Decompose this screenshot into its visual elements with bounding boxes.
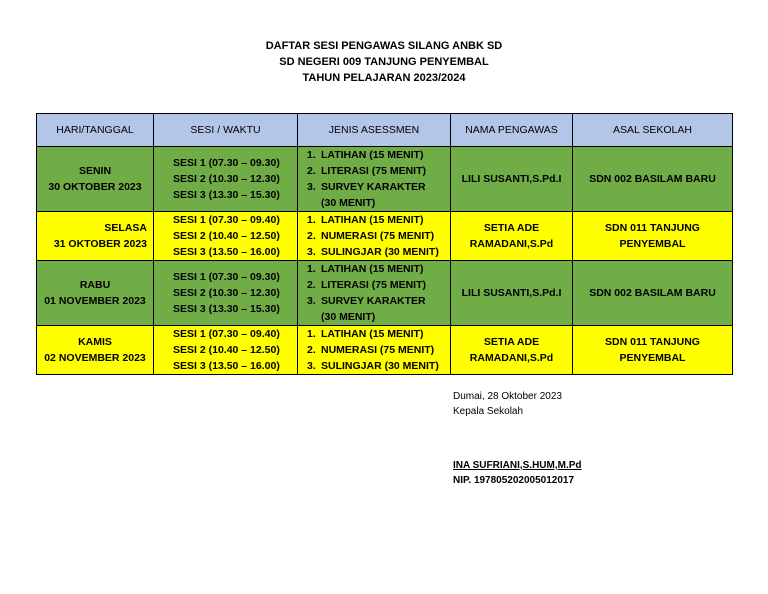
item-number: 2. xyxy=(307,165,316,177)
date-label: 01 NOVEMBER 2023 xyxy=(44,295,146,307)
item-number: 1. xyxy=(307,263,316,275)
supervisor-name: SETIA ADE xyxy=(483,336,540,348)
session-cell xyxy=(154,212,298,261)
signature-block xyxy=(453,389,562,419)
signer-block xyxy=(453,458,582,488)
table-row xyxy=(37,261,733,326)
session-time: SESI 1 (07.30 – 09.40) xyxy=(173,328,280,340)
assessment-item: SULINGJAR (30 MENIT) xyxy=(321,360,439,372)
day-date-cell xyxy=(37,261,154,326)
signer-name: INA SUFRIANI,S.HUM,M.Pd xyxy=(453,460,582,471)
session-time: SESI 3 (13.50 – 16.00) xyxy=(173,246,280,258)
table-header-row xyxy=(37,114,733,147)
day-label: RABU xyxy=(79,279,111,291)
supervisor-cell xyxy=(451,212,573,261)
date-label: 30 OKTOBER 2023 xyxy=(48,181,142,193)
assessment-item: LATIHAN (15 MENIT) xyxy=(321,328,424,340)
table-row xyxy=(37,212,733,261)
supervisor-name: RAMADANI,S.Pd xyxy=(469,352,554,364)
supervisor-cell xyxy=(451,147,573,212)
supervisor-name: LILI SUSANTI,S.Pd.I xyxy=(461,173,562,185)
table-row xyxy=(37,147,733,212)
session-time: SESI 2 (10.40 – 12.50) xyxy=(173,230,280,242)
date-label: 02 NOVEMBER 2023 xyxy=(44,352,146,364)
assessment-cell xyxy=(298,261,451,326)
school-cell xyxy=(573,261,733,326)
assessment-item: NUMERASI (75 MENIT) xyxy=(321,230,435,242)
day-label: SENIN xyxy=(78,165,112,177)
session-time: SESI 1 (07.30 – 09.30) xyxy=(173,157,280,169)
assessment-item: LATIHAN (15 MENIT) xyxy=(321,149,424,161)
assessment-cell xyxy=(298,147,451,212)
session-time: SESI 1 (07.30 – 09.30) xyxy=(173,271,280,283)
school-cell xyxy=(573,326,733,375)
assessment-item: LATIHAN (15 MENIT) xyxy=(321,263,424,275)
column-header: SESI / WAKTU xyxy=(154,114,298,147)
assessment-item: LITERASI (75 MENIT) xyxy=(321,165,427,177)
assessment-item: SURVEY KARAKTER xyxy=(321,295,426,307)
item-number: 3. xyxy=(307,295,316,307)
session-time: SESI 1 (07.30 – 09.40) xyxy=(173,214,280,226)
document-title xyxy=(0,38,768,86)
column-header: HARI/TANGGAL xyxy=(37,114,154,147)
title-line-3: TAHUN PELAJARAN 2023/2024 xyxy=(302,72,466,84)
assessment-item-cont: (30 MENIT) xyxy=(321,197,376,209)
column-header: JENIS ASESSMEN xyxy=(298,114,451,147)
day-date-cell xyxy=(37,147,154,212)
school-cell xyxy=(573,212,733,261)
day-label: SELASA xyxy=(104,222,147,234)
item-number: 2. xyxy=(307,344,316,356)
day-date-cell xyxy=(37,326,154,375)
title-line-1: DAFTAR SESI PENGAWAS SILANG ANBK SD xyxy=(265,40,503,52)
assessment-item-cont: (30 MENIT) xyxy=(321,311,376,323)
item-number: 3. xyxy=(307,181,316,193)
table-row xyxy=(37,326,733,375)
item-number: 2. xyxy=(307,279,316,291)
item-number: 2. xyxy=(307,230,316,242)
school-name: PENYEMBAL xyxy=(619,238,686,250)
column-header: ASAL SEKOLAH xyxy=(573,114,733,147)
assessment-item: SULINGJAR (30 MENIT) xyxy=(321,246,439,258)
item-number: 1. xyxy=(307,328,316,340)
place-date: Dumai, 28 Oktober 2023 xyxy=(453,391,562,402)
school-name: SDN 002 BASILAM BARU xyxy=(589,287,716,299)
session-time: SESI 3 (13.50 – 16.00) xyxy=(173,360,280,372)
title-line-2: SD NEGERI 009 TANJUNG PENYEMBAL xyxy=(279,56,489,68)
session-time: SESI 3 (13.30 – 15.30) xyxy=(173,303,280,315)
session-cell xyxy=(154,261,298,326)
supervisor-cell xyxy=(451,261,573,326)
session-time: SESI 2 (10.30 – 12.30) xyxy=(173,287,280,299)
supervisor-name: RAMADANI,S.Pd xyxy=(469,238,554,250)
item-number: 1. xyxy=(307,214,316,226)
day-date-cell xyxy=(37,212,154,261)
school-cell xyxy=(573,147,733,212)
assessment-item: SURVEY KARAKTER xyxy=(321,181,426,193)
signer-position: Kepala Sekolah xyxy=(453,406,524,417)
assessment-item: LITERASI (75 MENIT) xyxy=(321,279,427,291)
assessment-cell xyxy=(298,326,451,375)
item-number: 3. xyxy=(307,246,316,258)
session-cell xyxy=(154,326,298,375)
assessment-cell xyxy=(298,212,451,261)
supervisor-name: LILI SUSANTI,S.Pd.I xyxy=(461,287,562,299)
school-name: PENYEMBAL xyxy=(619,352,686,364)
supervisor-name: SETIA ADE xyxy=(483,222,540,234)
session-time: SESI 2 (10.40 – 12.50) xyxy=(173,344,280,356)
schedule-table xyxy=(36,113,733,375)
supervisor-cell xyxy=(451,326,573,375)
school-name: SDN 011 TANJUNG xyxy=(605,222,700,234)
item-number: 1. xyxy=(307,149,316,161)
session-time: SESI 2 (10.30 – 12.30) xyxy=(173,173,280,185)
column-header: NAMA PENGAWAS xyxy=(451,114,573,147)
school-name: SDN 011 TANJUNG xyxy=(605,336,700,348)
date-label: 31 OKTOBER 2023 xyxy=(53,238,147,250)
school-name: SDN 002 BASILAM BARU xyxy=(589,173,716,185)
assessment-item: NUMERASI (75 MENIT) xyxy=(321,344,435,356)
signer-nip: NIP. 197805202005012017 xyxy=(453,475,575,486)
session-time: SESI 3 (13.30 – 15.30) xyxy=(173,189,280,201)
assessment-item: LATIHAN (15 MENIT) xyxy=(321,214,424,226)
item-number: 3. xyxy=(307,360,316,372)
day-label: KAMIS xyxy=(78,336,112,348)
session-cell xyxy=(154,147,298,212)
